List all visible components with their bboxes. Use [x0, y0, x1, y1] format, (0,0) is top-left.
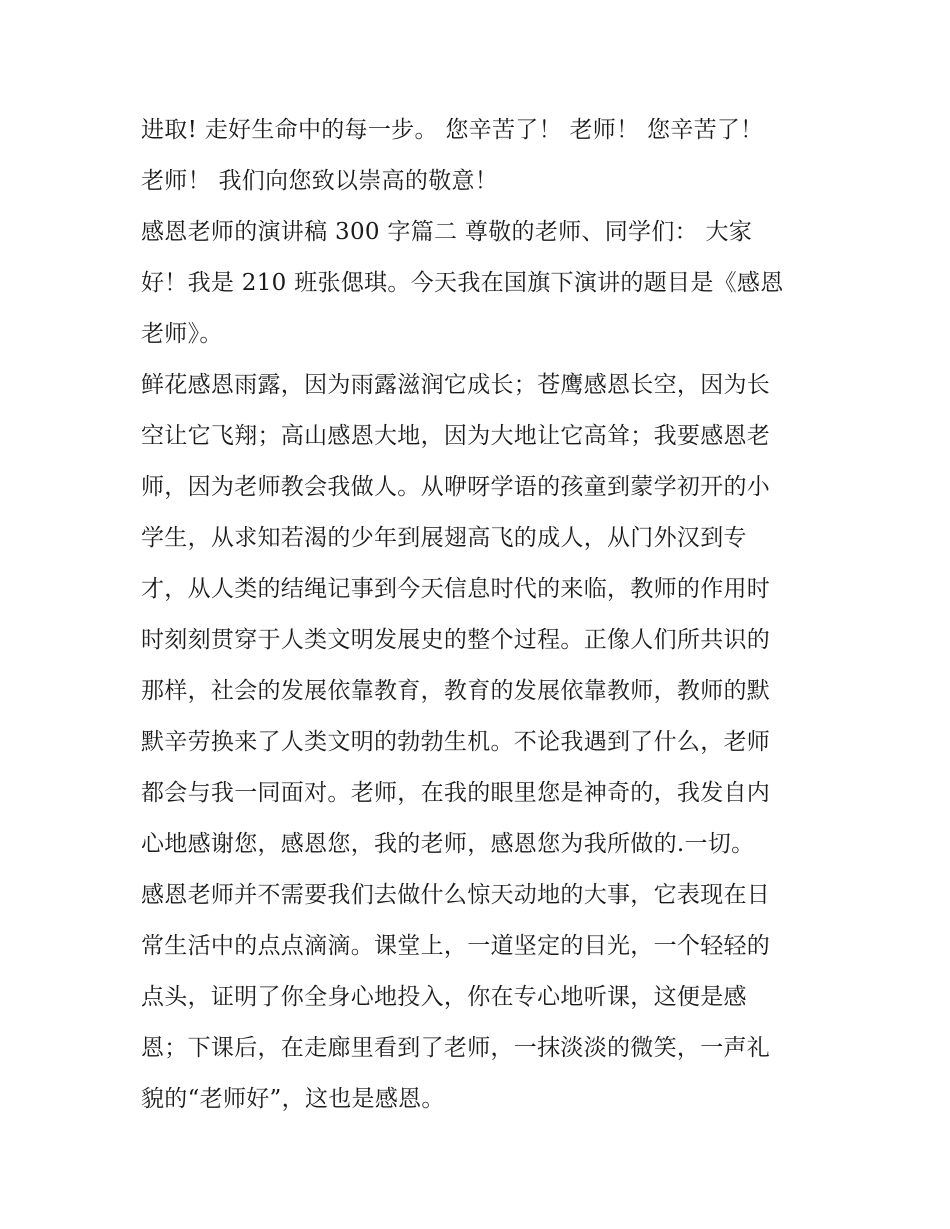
text-line-7: 空让它飞翔；高山感恩大地，因为大地让它高耸；我要感恩老 [141, 423, 771, 449]
text-line-4: 好！我是 210 班张偲琪。今天我在国旗下演讲的题目是《感恩 [141, 270, 784, 296]
text-line-6: 鲜花感恩雨露，因为雨露滋润它成长；苍鹰感恩长空，因为长 [141, 372, 771, 398]
text-line-3: 感恩老师的演讲稿 300 字篇二 尊敬的老师、同学们： 大家 [141, 219, 753, 245]
text-line-1: 进取! 走好生命中的每一步。 您辛苦了！ 老师！ 您辛苦了！ [141, 117, 764, 143]
text-line-10: 才，从人类的结绳记事到今天信息时代的来临，教师的作用时 [141, 576, 771, 602]
text-line-16: 感恩老师并不需要我们去做什么惊天动地的大事，它表现在日 [141, 882, 771, 908]
text-line-17: 常生活中的点点滴滴。课堂上，一道坚定的目光，一个轻轻的 [141, 933, 771, 959]
text-line-11: 时刻刻贯穿于人类文明发展史的整个过程。正像人们所共识的 [141, 627, 771, 653]
text-line-15: 心地感谢您，感恩您，我的老师，感恩您为我所做的.一切。 [141, 831, 755, 857]
document-body [141, 105, 821, 1125]
text-line-14: 都会与我一同面对。老师，在我的眼里您是神奇的，我发自内 [141, 780, 771, 806]
text-line-2: 老师！ 我们向您致以崇高的敬意！ [141, 168, 499, 194]
text-line-5: 老师》。 [141, 321, 223, 347]
text-line-9: 学生，从求知若渴的少年到展翅高飞的成人，从门外汉到专 [141, 525, 747, 551]
text-line-18: 点头，证明了你全身心地投入，你在专心地听课，这便是感 [141, 984, 747, 1010]
text-line-20: 貌的“老师好”，这也是感恩。 [141, 1086, 445, 1112]
text-line-12: 那样，社会的发展依靠教育，教育的发展依靠教师，教师的默 [141, 678, 771, 704]
text-line-19: 恩；下课后，在走廊里看到了老师，一抹淡淡的微笑，一声礼 [141, 1035, 771, 1061]
text-line-8: 师，因为老师教会我做人。从咿呀学语的孩童到蒙学初开的小 [141, 474, 771, 500]
text-line-13: 默辛劳换来了人类文明的勃勃生机。不论我遇到了什么，老师 [141, 729, 771, 755]
